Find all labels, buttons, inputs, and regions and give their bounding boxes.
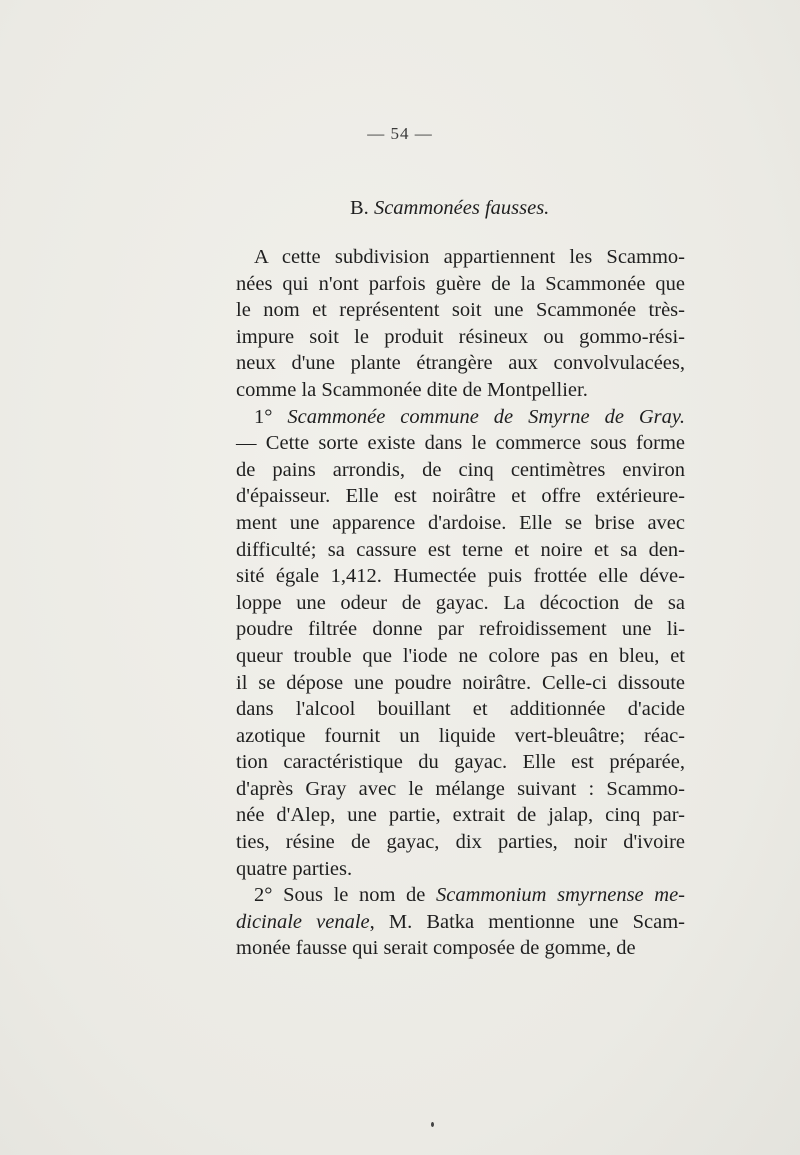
text-line	[236, 510, 685, 537]
text-line	[236, 749, 685, 776]
text-segment: — Cette sorte existe dans le commerce sous forme	[236, 432, 685, 455]
text-segment: poudre filtrée donne par refroidissement une li-	[236, 618, 685, 641]
text-segment: d'épaisseur. Elle est noirâtre et offre extérieure-	[236, 485, 685, 508]
text-segment: difficulté; sa cassure est terne et noire et sa den-	[236, 538, 685, 561]
paragraph	[236, 244, 685, 404]
body-text	[236, 244, 685, 962]
text-segment: , M. Batka mentionne une Scam-	[369, 910, 685, 933]
text-segment: loppe une odeur de gayac. La décoction de sa	[236, 591, 685, 614]
text-line	[236, 297, 685, 324]
text-segment: comme la Scammonée dite de Montpellier.	[236, 378, 588, 401]
text-segment: quatre parties.	[236, 857, 353, 880]
text-line	[236, 377, 685, 404]
ink-speck	[431, 1122, 434, 1127]
text-segment: 2° Sous le nom de	[254, 884, 437, 907]
text-segment: de pains arrondis, de cinq centimètres environ	[236, 458, 685, 481]
text-line	[236, 776, 685, 803]
paragraph	[236, 882, 685, 962]
text-segment: impure soit le produit résineux ou gommo-rési-	[236, 325, 685, 348]
text-line	[236, 935, 685, 962]
text-line	[236, 723, 685, 750]
text-segment: le nom et représentent soit une Scammonée très-	[236, 299, 685, 322]
section-heading	[350, 197, 549, 220]
text-line	[236, 537, 685, 564]
text-line	[236, 882, 685, 909]
text-line	[236, 670, 685, 697]
text-line	[236, 324, 685, 351]
text-line	[236, 271, 685, 298]
text-segment: monée fausse qui serait composée de gomme, de	[236, 937, 636, 960]
text-segment: ties, résine de gayac, dix parties, noir d'ivoire	[236, 831, 685, 854]
text-line	[236, 856, 685, 883]
text-line	[236, 696, 685, 723]
text-segment: née d'Alep, une partie, extrait de jalap, cinq par-	[236, 804, 685, 827]
text-line	[236, 244, 685, 271]
text-line	[236, 590, 685, 617]
text-segment: ment une apparence d'ardoise. Elle se brise avec	[236, 511, 685, 534]
text-line	[236, 350, 685, 377]
text-line	[236, 909, 685, 936]
text-segment: dans l'alcool bouillant et additionnée d'acide	[236, 698, 685, 721]
text-segment: 1°	[254, 405, 288, 428]
text-segment: azotique fournit un liquide vert-bleuâtre; réac-	[236, 724, 685, 747]
text-line	[236, 643, 685, 670]
text-line	[236, 483, 685, 510]
section-heading-title: Scammonées fausses.	[373, 197, 550, 219]
section-heading-label: B.	[350, 197, 369, 219]
text-segment: d'après Gray avec le mélange suivant : Scammo-	[236, 777, 685, 800]
text-segment: A cette subdivision appartiennent les Scammo-	[254, 246, 685, 268]
text-segment: queur trouble que l'iode ne colore pas en bleu, et	[236, 644, 685, 667]
text-line	[236, 457, 685, 484]
paragraph	[236, 404, 685, 883]
text-segment: il se dépose une poudre noirâtre. Celle-ci dissoute	[236, 671, 685, 694]
text-segment: sité égale 1,412. Humectée puis frottée elle déve-	[236, 565, 685, 588]
text-line	[236, 616, 685, 643]
page-number: — 54 —	[367, 124, 433, 143]
italic-segment: Scammonée commune de Smyrne de Gray.	[287, 405, 686, 428]
text-segment: nées qui n'ont parfois guère de la Scammonée que	[236, 272, 685, 295]
text-line	[236, 430, 685, 457]
italic-segment: Scammonium smyrnense me-	[436, 884, 685, 907]
italic-segment: dicinale venale	[236, 910, 370, 933]
text-segment: neux d'une plante étrangère aux convolvulacées,	[236, 352, 685, 375]
text-line	[236, 802, 685, 829]
text-line	[236, 404, 685, 431]
text-line	[236, 563, 685, 590]
text-segment: tion caractéristique du gayac. Elle est préparée,	[236, 751, 685, 774]
text-line	[236, 829, 685, 856]
